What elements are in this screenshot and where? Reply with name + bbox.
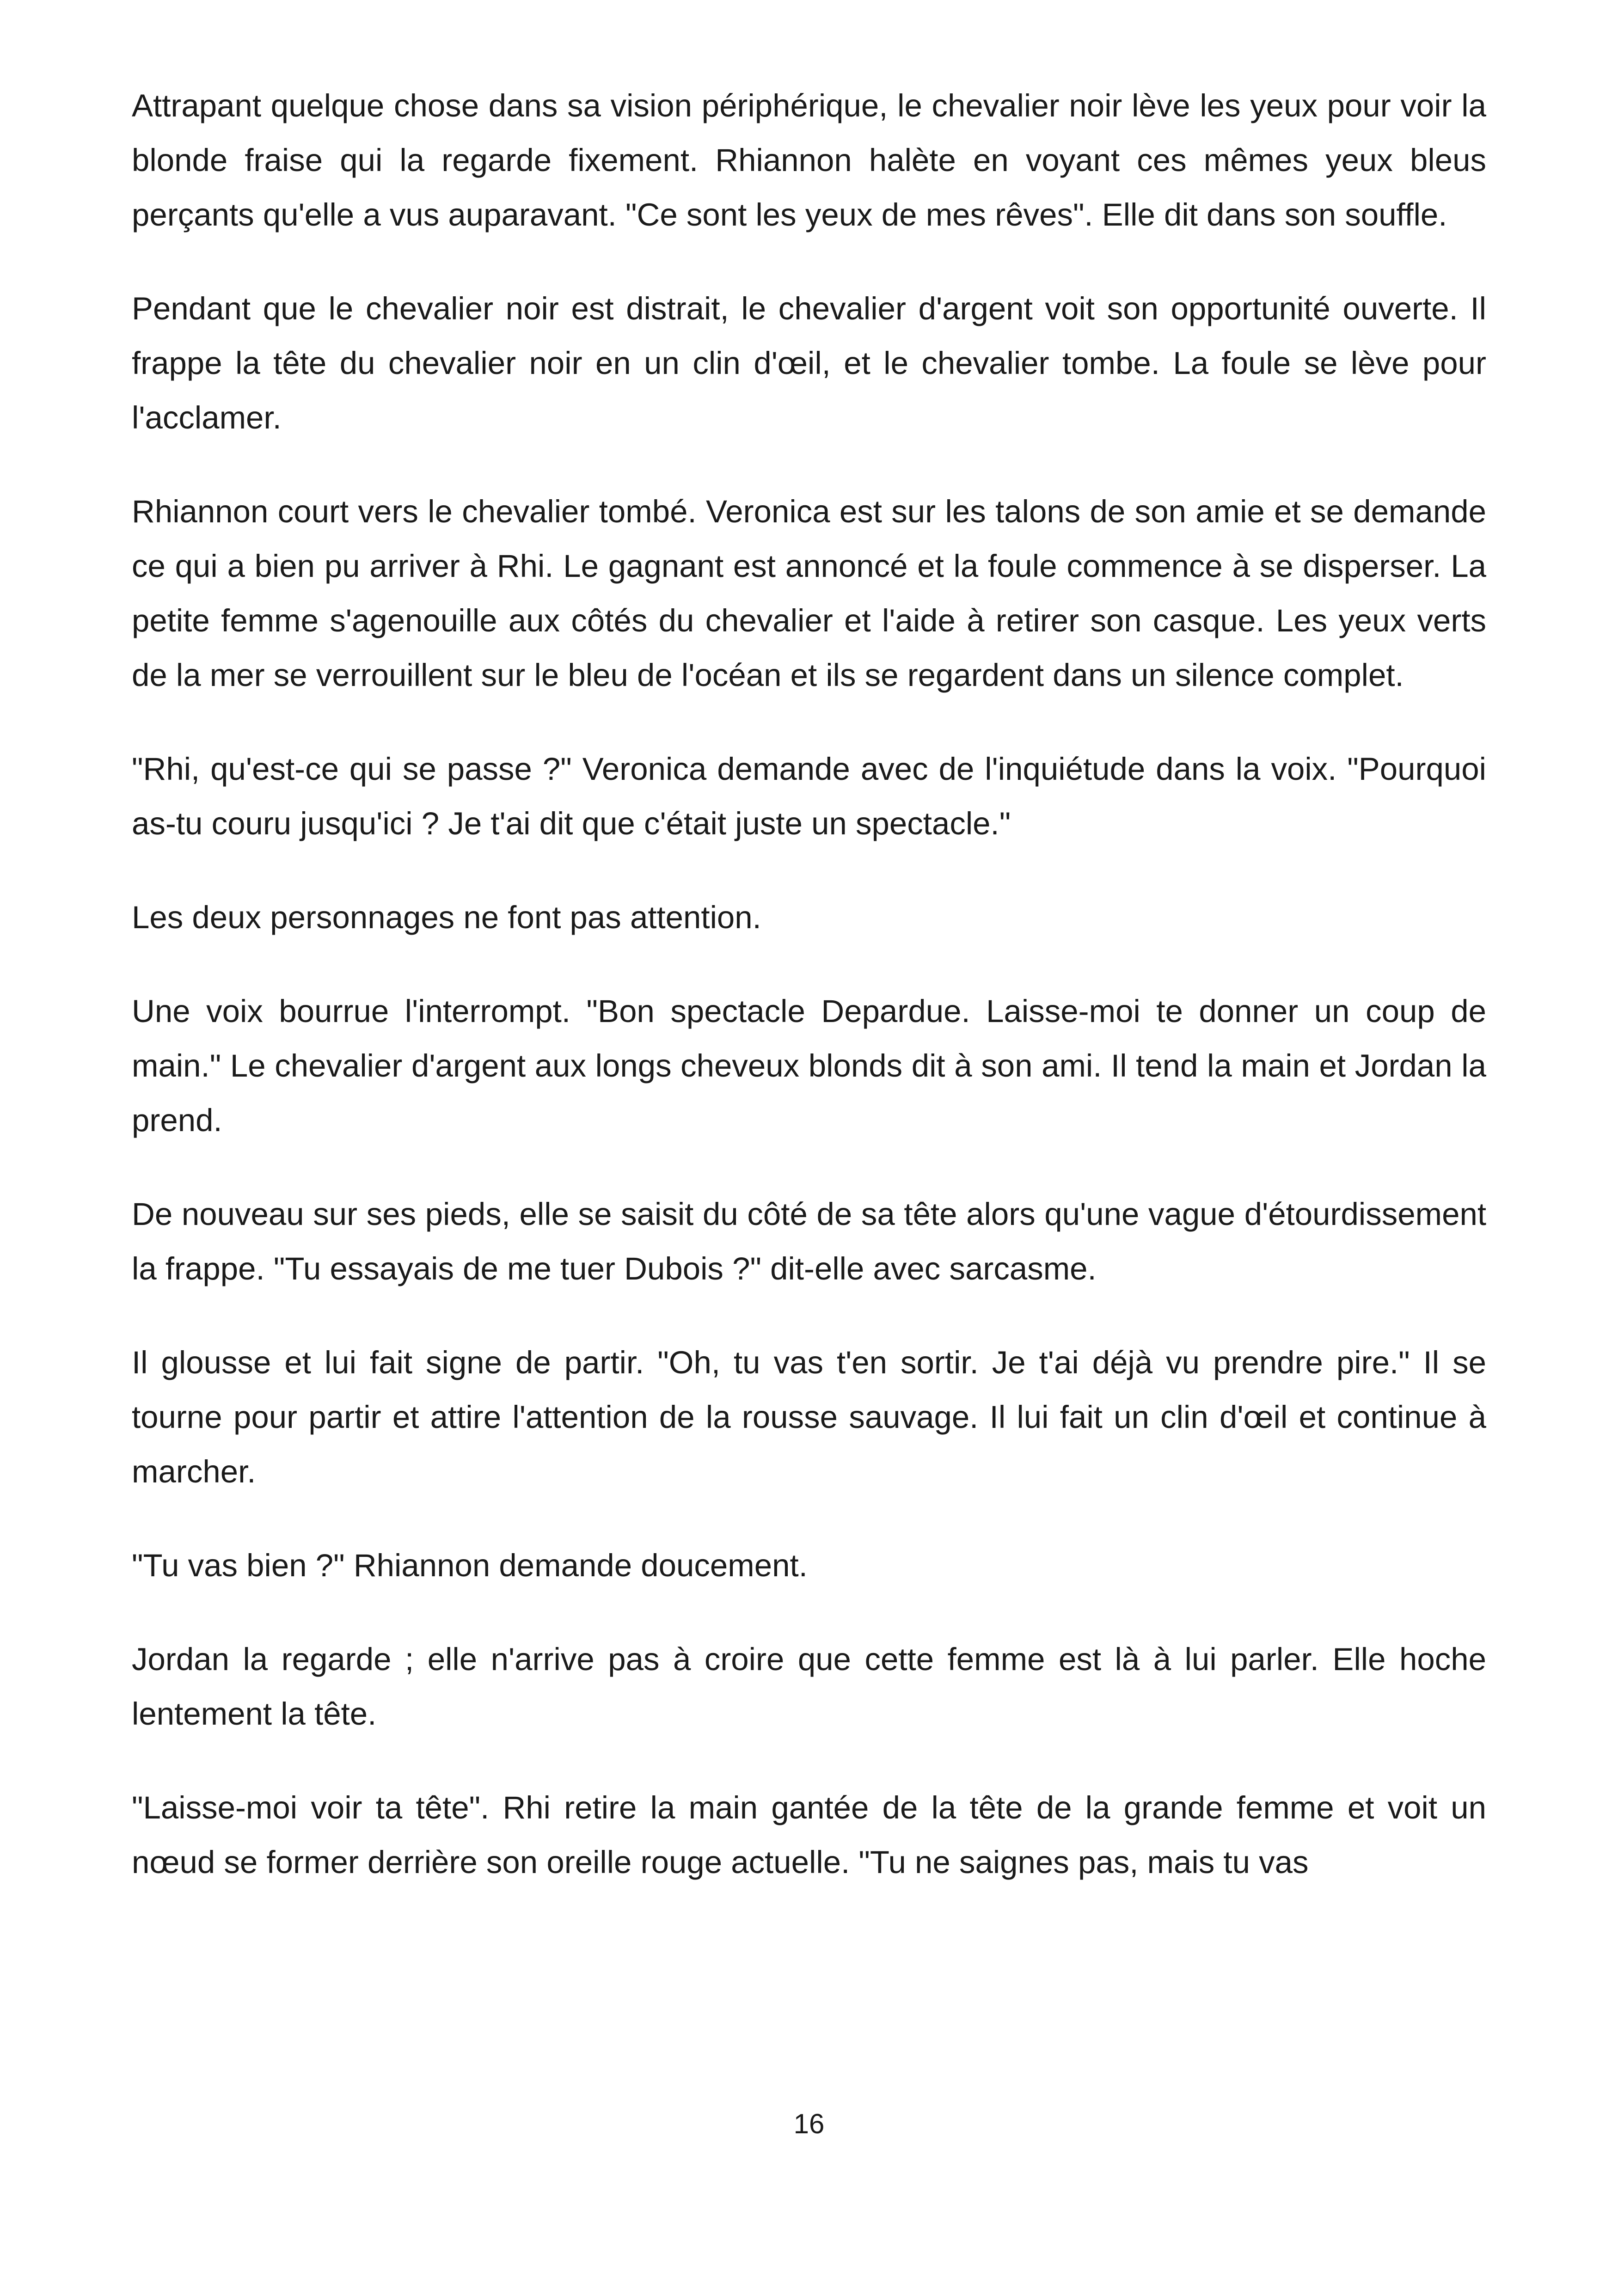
page-number: 16 [793,2108,825,2139]
paragraph-10: Jordan la regarde ; elle n'arrive pas à croire que cette femme est là à lui parler. Elle hoche lentement la tête. [132,1641,1486,1732]
paragraph-6: Une voix bourrue l'interrompt. "Bon spectacle Depardue. Laisse-moi te donner un coup de main." Le chevalier d'argent aux longs cheveux blonds dit à son ami. Il tend la main et Jordan la prend. [132,993,1486,1138]
paragraph-1: Attrapant quelque chose dans sa vision périphérique, le chevalier noir lève les yeux pour voir la blonde fraise qui la regarde fixement. Rhiannon halète en voyant ces mêmes yeux bleus perçants qu'elle a vus auparavant. "Ce sont les yeux de mes rêves". Elle dit dans son souffle. [132,88,1486,233]
paragraph-5: Les deux personnages ne font pas attention. [132,900,761,935]
paragraph-9: "Tu vas bien ?" Rhiannon demande doucement. [132,1548,808,1583]
body-text [132,79,1486,1929]
paragraph-2: Pendant que le chevalier noir est distrait, le chevalier d'argent voit son opportunité ouverte. Il frappe la tête du chevalier noir en un clin d'œil, et le chevalier tombe. La foule se lève pour l'acclamer. [132,291,1486,435]
paragraph-8: Il glousse et lui fait signe de partir. "Oh, tu vas t'en sortir. Je t'ai déjà vu prendre pire." Il se tourne pour partir et attire l'attention de la rousse sauvage. Il lui fait un clin d'œil et continue à marcher. [132,1345,1486,1489]
paragraph-7: De nouveau sur ses pieds, elle se saisit du côté de sa tête alors qu'une vague d'étourdissement la frappe. "Tu essayais de me tuer Dubois ?" dit-elle avec sarcasme. [132,1196,1486,1286]
paragraph-4: "Rhi, qu'est-ce qui se passe ?" Veronica demande avec de l'inquiétude dans la voix. "Pourquoi as-tu couru jusqu'ici ? Je t'ai dit que c'était juste un spectacle." [132,751,1486,841]
paragraph-11: "Laisse-moi voir ta tête". Rhi retire la main gantée de la tête de la grande femme et voit un nœud se former derrière son oreille rouge actuelle. "Tu ne saignes pas, mais tu vas [132,1790,1486,1880]
paragraph-3: Rhiannon court vers le chevalier tombé. Veronica est sur les talons de son amie et se demande ce qui a bien pu arriver à Rhi. Le gagnant est annoncé et la foule commence à se disperser. La petite femme s'agenouille aux côtés du chevalier et l'aide à retirer son casque. Les yeux verts de la mer se verrouillent sur le bleu de l'océan et ils se regardent dans un silence complet. [132,494,1486,693]
